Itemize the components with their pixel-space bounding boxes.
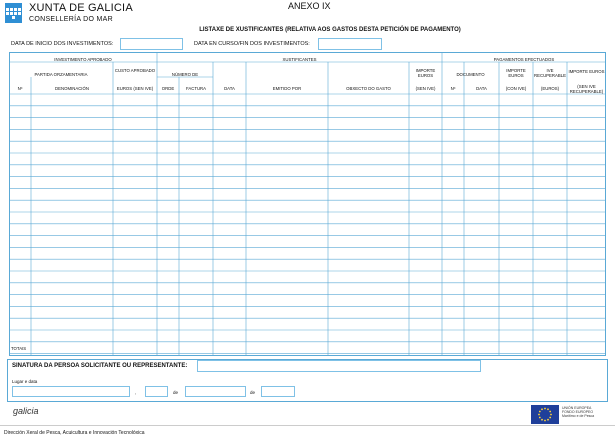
header-justificants: XUSTIFICANTES <box>282 57 317 62</box>
eu-line-2: FONDO EUROPEO <box>562 410 594 414</box>
de-separator-1: de <box>173 390 179 395</box>
col-no-recoverable-vat: (SEN IVE RECUPERABLE) <box>569 84 604 94</box>
col-doc-date: DATA <box>476 86 487 91</box>
header-amount-euros-3: IMPORTE EUROS <box>568 69 605 74</box>
col-no-vat: (SEN IVE) <box>415 86 436 91</box>
eu-star <box>541 408 543 410</box>
eu-star <box>544 408 546 410</box>
year-field[interactable] <box>261 386 295 397</box>
col-euros: (EUROS) <box>540 86 560 91</box>
col-invoice: FACTURA <box>185 86 207 91</box>
eu-star <box>541 419 543 421</box>
department-name: CONSELLERÍA DO MAR <box>29 16 113 23</box>
header-amount-euros-2: IMPORTE EUROS <box>506 68 526 78</box>
header-document: DOCUMENTO <box>456 72 485 77</box>
eu-star <box>539 417 541 419</box>
col-with-vat: (CON IVE) <box>505 86 527 91</box>
col-date: DATA <box>224 86 235 91</box>
col-order: ORDE <box>161 86 175 91</box>
header-budget-item: PARTIDA ORZAMENTARIA <box>34 72 88 77</box>
footer-divider <box>0 425 615 426</box>
col-issued-by: EMITIDO POR <box>272 86 302 91</box>
eu-line-3: Marítimo e de Pesca <box>562 414 595 418</box>
de-separator-2: de <box>250 390 256 395</box>
end-date-label: DATA EN CURSO/FIN DOS INVESTIMENTOS: <box>194 41 310 47</box>
col-euros-no-vat: EUROS (SEN IVE) <box>116 86 154 91</box>
directorate-name: Dirección Xeral de Pesca, Acuicultura e Innovación Tecnolóxica <box>4 430 145 436</box>
annex-label: ANEXO IX <box>288 1 331 11</box>
col-number: Nº <box>17 86 23 91</box>
totals-label: TOTAIS <box>11 346 27 351</box>
eu-star <box>539 411 541 413</box>
table-grid <box>9 52 606 356</box>
header-amount-euros: IMPORTE EUROS <box>415 68 436 78</box>
eu-star <box>547 408 549 410</box>
eu-star <box>549 411 551 413</box>
comma-separator: , <box>135 390 137 395</box>
eu-star <box>549 417 551 419</box>
header-vat-recoverable: IVE RECUPERABLE <box>534 68 566 78</box>
document-title: LISTAXE DE XUSTIFICANTES (RELATIVA AOS GASTOS DESTA PETICIÓN DE PAGAMENTO) <box>199 27 461 33</box>
signature-label: SINATURA DA PERSOA SOLICITANTE OU REPRESENTANTE: <box>12 363 188 369</box>
eu-flag-icon <box>531 405 559 424</box>
col-doc-number: Nº <box>450 86 456 91</box>
col-expense-object: OBXECTO DO GASTO <box>346 86 391 91</box>
brand-name: XUNTA DE GALICIA <box>29 2 133 14</box>
place-date-label: Lugar e data <box>12 379 38 384</box>
xunta-shield-icon <box>5 3 22 23</box>
eu-star <box>550 414 552 416</box>
eu-star <box>544 420 546 422</box>
eu-line-1: UNIÓN EUROPEA <box>562 406 592 410</box>
eu-fund-text <box>562 406 594 418</box>
header-approved-cost: CUSTO APROBADO <box>114 68 156 73</box>
eu-star <box>538 414 540 416</box>
signature-field[interactable] <box>197 360 481 372</box>
header-number-of: NÚMERO DE <box>171 72 199 77</box>
start-date-field[interactable] <box>120 38 183 50</box>
col-denomination: DENOMINACIÓN <box>55 86 89 91</box>
day-field[interactable] <box>145 386 168 397</box>
eu-star <box>547 419 549 421</box>
end-date-field[interactable] <box>318 38 382 50</box>
start-date-label: DATA DE INICIO DOS INVESTIMENTOS: <box>11 41 114 47</box>
header-payments: PAGAMENTOS EFECTUADOS <box>493 57 555 62</box>
header-approved-investment: INVESTIMENTO APROBADO <box>54 57 112 62</box>
month-field[interactable] <box>185 386 246 397</box>
place-field[interactable] <box>12 386 130 397</box>
galicia-logo: galicia <box>13 406 39 416</box>
